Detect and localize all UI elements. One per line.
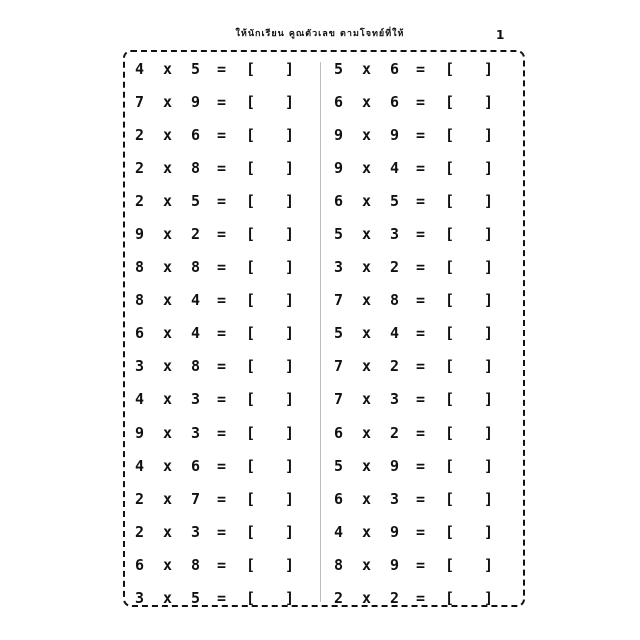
answer-close-bracket[interactable]: ]	[285, 192, 295, 211]
answer-close-bracket[interactable]: ]	[285, 93, 295, 112]
first-factor: 4	[135, 390, 145, 409]
answer-open-bracket[interactable]: [	[246, 159, 256, 178]
second-factor: 3	[390, 225, 400, 244]
answer-close-bracket[interactable]: ]	[484, 390, 494, 409]
times-sign: x	[362, 60, 372, 78]
answer-open-bracket[interactable]: [	[445, 324, 455, 343]
first-factor: 9	[135, 423, 145, 442]
first-factor: 3	[135, 357, 145, 376]
first-factor: 7	[334, 390, 344, 409]
answer-open-bracket[interactable]: [	[445, 291, 455, 310]
times-sign: x	[362, 489, 372, 508]
second-factor: 3	[390, 390, 400, 409]
first-factor: 2	[135, 522, 145, 541]
answer-open-bracket[interactable]: [	[445, 60, 455, 78]
second-factor: 8	[390, 291, 400, 310]
equals-sign: =	[416, 489, 426, 508]
times-sign: x	[362, 126, 372, 145]
equals-sign: =	[416, 93, 426, 112]
answer-close-bracket[interactable]: ]	[285, 258, 295, 277]
times-sign: x	[163, 126, 173, 145]
answer-open-bracket[interactable]: [	[246, 324, 256, 343]
answer-open-bracket[interactable]: [	[445, 225, 455, 244]
times-sign: x	[362, 588, 372, 607]
equals-sign: =	[217, 489, 227, 508]
answer-open-bracket[interactable]: [	[445, 390, 455, 409]
times-sign: x	[362, 159, 372, 178]
times-sign: x	[362, 522, 372, 541]
equals-sign: =	[416, 324, 426, 343]
answer-close-bracket[interactable]: ]	[484, 126, 494, 145]
equals-sign: =	[217, 522, 227, 541]
answer-open-bracket[interactable]: [	[246, 258, 256, 277]
first-factor: 7	[135, 93, 145, 112]
second-factor: 2	[390, 357, 400, 376]
answer-close-bracket[interactable]: ]	[285, 324, 295, 343]
times-sign: x	[163, 456, 173, 475]
equals-sign: =	[217, 192, 227, 211]
answer-open-bracket[interactable]: [	[246, 390, 256, 409]
answer-close-bracket[interactable]: ]	[285, 390, 295, 409]
answer-close-bracket[interactable]: ]	[285, 423, 295, 442]
answer-open-bracket[interactable]: [	[445, 93, 455, 112]
first-factor: 2	[135, 159, 145, 178]
times-sign: x	[163, 324, 173, 343]
page-number: 1	[496, 28, 505, 42]
answer-open-bracket[interactable]: [	[246, 225, 256, 244]
first-factor: 6	[334, 489, 344, 508]
answer-open-bracket[interactable]: [	[246, 357, 256, 376]
equals-sign: =	[416, 357, 426, 376]
first-factor: 9	[334, 159, 344, 178]
second-factor: 4	[390, 159, 400, 178]
second-factor: 4	[390, 324, 400, 343]
times-sign: x	[362, 423, 372, 442]
answer-close-bracket[interactable]: ]	[285, 456, 295, 475]
times-sign: x	[163, 258, 173, 277]
equals-sign: =	[217, 93, 227, 112]
answer-close-bracket[interactable]: ]	[285, 489, 295, 508]
equals-sign: =	[416, 126, 426, 145]
equals-sign: =	[217, 225, 227, 244]
times-sign: x	[362, 357, 372, 376]
second-factor: 9	[390, 456, 400, 475]
equals-sign: =	[217, 159, 227, 178]
first-factor: 3	[334, 258, 344, 277]
second-factor: 4	[191, 324, 201, 343]
answer-close-bracket[interactable]: ]	[484, 291, 494, 310]
equals-sign: =	[416, 225, 426, 244]
equals-sign: =	[416, 522, 426, 541]
second-factor: 2	[390, 423, 400, 442]
second-factor: 8	[191, 258, 201, 277]
equals-sign: =	[217, 423, 227, 442]
times-sign: x	[163, 159, 173, 178]
equals-sign: =	[416, 423, 426, 442]
answer-open-bracket[interactable]: [	[246, 93, 256, 112]
column-divider	[320, 62, 321, 602]
first-factor: 5	[334, 456, 344, 475]
first-factor: 8	[334, 555, 344, 574]
times-sign: x	[163, 357, 173, 376]
second-factor: 5	[390, 192, 400, 211]
worksheet-instruction: ให้นักเรียน คูณตัวเลข ตามโจทย์ที่ให้	[235, 29, 405, 39]
answer-open-bracket[interactable]: [	[246, 588, 256, 607]
second-factor: 5	[191, 192, 201, 211]
answer-close-bracket[interactable]: ]	[484, 60, 494, 78]
second-factor: 2	[191, 225, 201, 244]
answer-open-bracket[interactable]: [	[445, 192, 455, 211]
answer-open-bracket[interactable]: [	[445, 522, 455, 541]
second-factor: 7	[191, 489, 201, 508]
second-factor: 6	[191, 456, 201, 475]
first-factor: 3	[135, 588, 145, 607]
times-sign: x	[362, 192, 372, 211]
answer-open-bracket[interactable]: [	[246, 291, 256, 310]
answer-close-bracket[interactable]: ]	[484, 225, 494, 244]
first-factor: 4	[135, 456, 145, 475]
equals-sign: =	[416, 159, 426, 178]
worksheet-border	[123, 50, 525, 607]
equals-sign: =	[217, 324, 227, 343]
answer-close-bracket[interactable]: ]	[484, 192, 494, 211]
answer-open-bracket[interactable]: [	[445, 456, 455, 475]
equals-sign: =	[217, 60, 227, 78]
answer-open-bracket[interactable]: [	[246, 555, 256, 574]
first-factor: 2	[135, 192, 145, 211]
second-factor: 9	[390, 126, 400, 145]
second-factor: 6	[191, 126, 201, 145]
answer-close-bracket[interactable]: ]	[484, 555, 494, 574]
times-sign: x	[362, 456, 372, 475]
answer-open-bracket[interactable]: [	[246, 126, 256, 145]
first-factor: 8	[135, 291, 145, 310]
first-factor: 5	[334, 324, 344, 343]
equals-sign: =	[416, 258, 426, 277]
second-factor: 3	[191, 522, 201, 541]
equals-sign: =	[217, 456, 227, 475]
first-factor: 6	[135, 324, 145, 343]
answer-close-bracket[interactable]: ]	[484, 93, 494, 112]
second-factor: 3	[191, 390, 201, 409]
second-factor: 2	[390, 588, 400, 607]
times-sign: x	[163, 192, 173, 211]
answer-open-bracket[interactable]: [	[445, 423, 455, 442]
equals-sign: =	[217, 588, 227, 607]
equals-sign: =	[217, 291, 227, 310]
equals-sign: =	[416, 588, 426, 607]
second-factor: 2	[390, 258, 400, 277]
times-sign: x	[163, 93, 173, 112]
equals-sign: =	[416, 555, 426, 574]
equals-sign: =	[217, 258, 227, 277]
answer-open-bracket[interactable]: [	[445, 588, 455, 607]
first-factor: 7	[334, 357, 344, 376]
times-sign: x	[362, 258, 372, 277]
second-factor: 4	[191, 291, 201, 310]
equals-sign: =	[416, 456, 426, 475]
equals-sign: =	[217, 357, 227, 376]
equals-sign: =	[416, 291, 426, 310]
answer-close-bracket[interactable]: ]	[484, 489, 494, 508]
times-sign: x	[163, 423, 173, 442]
times-sign: x	[362, 555, 372, 574]
second-factor: 5	[191, 588, 201, 607]
second-factor: 3	[191, 423, 201, 442]
answer-close-bracket[interactable]: ]	[484, 324, 494, 343]
times-sign: x	[362, 225, 372, 244]
answer-close-bracket[interactable]: ]	[285, 60, 295, 78]
second-factor: 9	[390, 522, 400, 541]
first-factor: 2	[334, 588, 344, 607]
times-sign: x	[163, 522, 173, 541]
second-factor: 8	[191, 159, 201, 178]
equals-sign: =	[416, 192, 426, 211]
times-sign: x	[163, 60, 173, 78]
answer-close-bracket[interactable]: ]	[484, 423, 494, 442]
answer-close-bracket[interactable]: ]	[484, 456, 494, 475]
answer-close-bracket[interactable]: ]	[484, 258, 494, 277]
answer-open-bracket[interactable]: [	[246, 423, 256, 442]
answer-close-bracket[interactable]: ]	[285, 357, 295, 376]
answer-open-bracket[interactable]: [	[445, 159, 455, 178]
times-sign: x	[163, 390, 173, 409]
first-factor: 8	[135, 258, 145, 277]
second-factor: 3	[390, 489, 400, 508]
first-factor: 5	[334, 60, 344, 78]
answer-close-bracket[interactable]: ]	[285, 555, 295, 574]
answer-close-bracket[interactable]: ]	[285, 588, 295, 607]
answer-open-bracket[interactable]: [	[246, 192, 256, 211]
times-sign: x	[163, 225, 173, 244]
first-factor: 2	[135, 489, 145, 508]
answer-close-bracket[interactable]: ]	[285, 225, 295, 244]
second-factor: 9	[191, 93, 201, 112]
answer-open-bracket[interactable]: [	[246, 60, 256, 78]
second-factor: 5	[191, 60, 201, 78]
answer-close-bracket[interactable]: ]	[285, 291, 295, 310]
first-factor: 9	[334, 126, 344, 145]
equals-sign: =	[217, 555, 227, 574]
second-factor: 8	[191, 555, 201, 574]
times-sign: x	[163, 291, 173, 310]
first-factor: 6	[135, 555, 145, 574]
times-sign: x	[163, 555, 173, 574]
equals-sign: =	[217, 390, 227, 409]
second-factor: 6	[390, 93, 400, 112]
answer-open-bracket[interactable]: [	[445, 258, 455, 277]
first-factor: 6	[334, 192, 344, 211]
first-factor: 7	[334, 291, 344, 310]
equals-sign: =	[416, 60, 426, 78]
answer-open-bracket[interactable]: [	[445, 126, 455, 145]
answer-close-bracket[interactable]: ]	[285, 522, 295, 541]
first-factor: 4	[135, 60, 145, 78]
first-factor: 6	[334, 93, 344, 112]
answer-open-bracket[interactable]: [	[445, 357, 455, 376]
answer-close-bracket[interactable]: ]	[484, 357, 494, 376]
first-factor: 4	[334, 522, 344, 541]
second-factor: 6	[390, 60, 400, 78]
first-factor: 2	[135, 126, 145, 145]
times-sign: x	[362, 291, 372, 310]
answer-close-bracket[interactable]: ]	[285, 159, 295, 178]
equals-sign: =	[416, 390, 426, 409]
first-factor: 6	[334, 423, 344, 442]
first-factor: 5	[334, 225, 344, 244]
times-sign: x	[163, 489, 173, 508]
answer-close-bracket[interactable]: ]	[484, 522, 494, 541]
first-factor: 9	[135, 225, 145, 244]
times-sign: x	[362, 324, 372, 343]
second-factor: 8	[191, 357, 201, 376]
times-sign: x	[362, 390, 372, 409]
times-sign: x	[362, 93, 372, 112]
answer-close-bracket[interactable]: ]	[285, 126, 295, 145]
answer-open-bracket[interactable]: [	[246, 522, 256, 541]
times-sign: x	[163, 588, 173, 607]
answer-close-bracket[interactable]: ]	[484, 588, 494, 607]
answer-open-bracket[interactable]: [	[246, 489, 256, 508]
answer-open-bracket[interactable]: [	[445, 489, 455, 508]
answer-open-bracket[interactable]: [	[246, 456, 256, 475]
equals-sign: =	[217, 126, 227, 145]
answer-close-bracket[interactable]: ]	[484, 159, 494, 178]
answer-open-bracket[interactable]: [	[445, 555, 455, 574]
second-factor: 9	[390, 555, 400, 574]
